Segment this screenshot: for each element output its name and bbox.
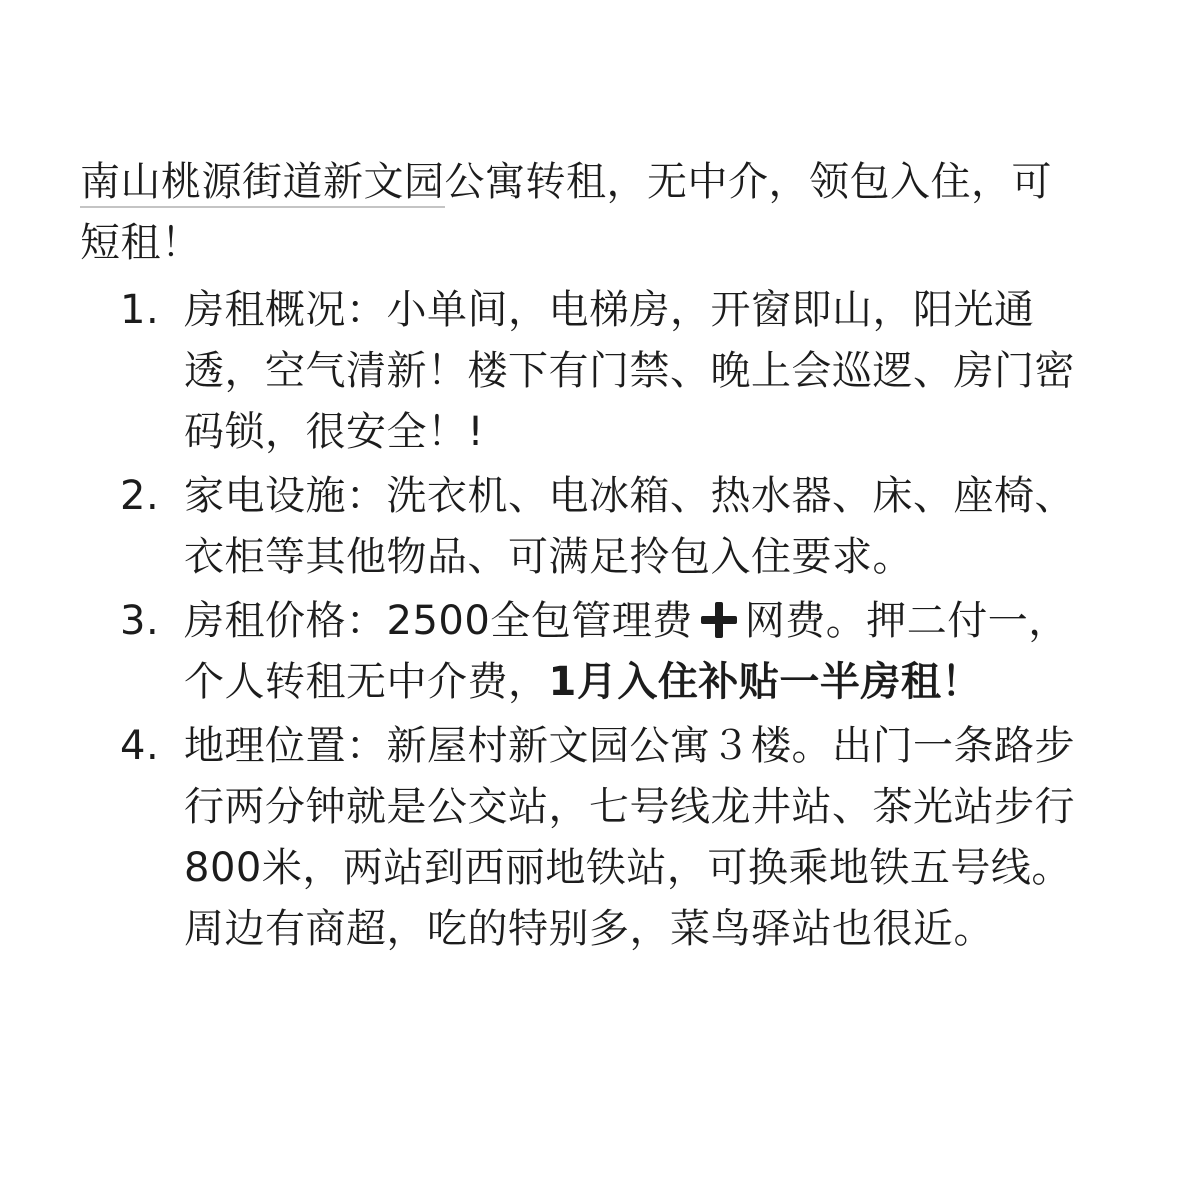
- list-item-text: 地理位置：新屋村新文园公寓３楼。出门一条路步行两分钟就是公交站，七号线龙井站、茶光站步行800米，两站到西丽地铁站，可换乘地铁五号线。周边有商超，吃的特别多，菜鸟驿站也很近。: [184, 723, 1075, 952]
- list-item-text: 房租价格：2500全包管理费: [184, 598, 693, 644]
- list-item-text-continued: 网费。押二付一，个人转租无中介费，: [184, 598, 1069, 705]
- list-item-rent-overview: [80, 280, 1090, 463]
- list-number: 2.: [120, 473, 160, 519]
- note-intro: [80, 152, 1090, 274]
- heavy-plus-icon: [701, 602, 737, 638]
- list-item-bold-text: 1月入住补贴一半房租！: [548, 659, 982, 705]
- list-number: 3.: [120, 598, 160, 644]
- intro-text: 公寓转租，无中介，领包入住，可短租！: [80, 159, 1052, 266]
- list-item-location: [80, 716, 1090, 960]
- intro-location-link[interactable]: 南山桃源街道新文园: [80, 159, 445, 208]
- list-item-text: 房租概况：小单间，电梯房，开窗即山，阳光通透，空气清新！楼下有门禁、晚上会巡逻、房门密码锁，很安全！!: [184, 287, 1075, 455]
- note-body: [80, 152, 1090, 963]
- list-number: 4.: [120, 723, 160, 769]
- list-item-text: 家电设施：洗衣机、电冰箱、热水器、床、座椅、衣柜等其他物品、可满足拎包入住要求。: [184, 473, 1075, 580]
- list-number: 1.: [120, 287, 160, 333]
- list-item-price: [80, 591, 1090, 713]
- numbered-list: [80, 280, 1090, 960]
- list-item-appliances: [80, 466, 1090, 588]
